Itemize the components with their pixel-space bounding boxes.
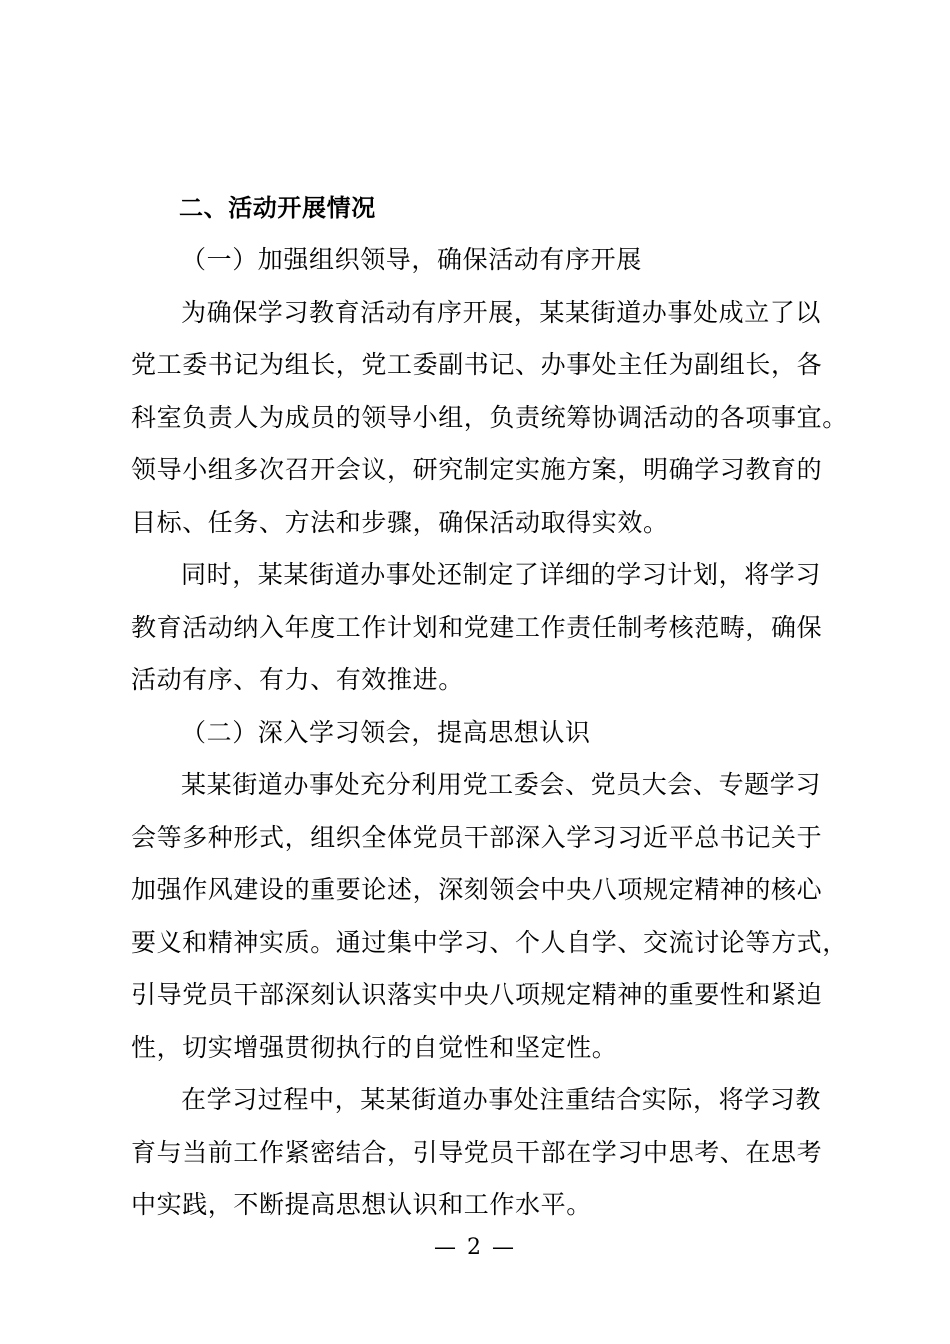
- paragraph-line: 目标、任务、方法和步骤，确保活动取得实效。: [131, 507, 669, 537]
- paragraph-line: 在学习过程中，某某街道办事处注重结合实际，将学习教: [181, 1085, 822, 1114]
- subsection-heading-1: （一）加强组织领导，确保活动有序开展: [181, 245, 642, 274]
- paragraph-line: 科室负责人为成员的领导小组，负责统筹协调活动的各项事宜。: [131, 402, 848, 432]
- paragraph-line: 活动有序、有力、有效推进。: [131, 665, 464, 694]
- paragraph-line: 教育活动纳入年度工作计划和党建工作责任制考核范畴，确保: [131, 612, 823, 642]
- paragraph-line: 党工委书记为组长，党工委副书记、办事处主任为副组长，各: [131, 350, 823, 379]
- paragraph-line: 加强作风建设的重要论述，深刻领会中央八项规定精神的核心: [131, 875, 823, 904]
- page-number: — 2 —: [434, 1235, 516, 1260]
- paragraph-2: [131, 549, 836, 707]
- paragraph-line: 性，切实增强贯彻执行的自觉性和坚定性。: [131, 1032, 618, 1062]
- paragraph-3: [131, 759, 848, 1074]
- paragraph-line: 要义和精神实质。通过集中学习、个人自学、交流讨论等方式，: [131, 927, 848, 957]
- paragraph-1: [131, 287, 848, 550]
- paragraph-line: 领导小组多次召开会议，研究制定实施方案，明确学习教育的: [131, 455, 823, 484]
- section-heading: 二、活动开展情况: [179, 194, 376, 222]
- paragraph-line: 中实践，不断提高思想认识和工作水平。: [131, 1190, 592, 1219]
- paragraph-4: [131, 1074, 836, 1232]
- paragraph-line: 同时，某某街道办事处还制定了详细的学习计划，将学习: [181, 560, 822, 589]
- paragraph-line: 引导党员干部深刻认识落实中央八项规定精神的重要性和紧迫: [131, 980, 823, 1009]
- document-body: [131, 182, 848, 1232]
- paragraph-line: 某某街道办事处充分利用党工委会、党员大会、专题学习: [181, 770, 822, 799]
- paragraph-line: 育与当前工作紧密结合，引导党员干部在学习中思考、在思考: [131, 1137, 823, 1167]
- paragraph-line: 为确保学习教育活动有序开展，某某街道办事处成立了以: [181, 297, 822, 327]
- paragraph-line: 会等多种形式，组织全体党员干部深入学习习近平总书记关于: [131, 822, 823, 852]
- subsection-heading-2: （二）深入学习领会，提高思想认识: [181, 717, 591, 747]
